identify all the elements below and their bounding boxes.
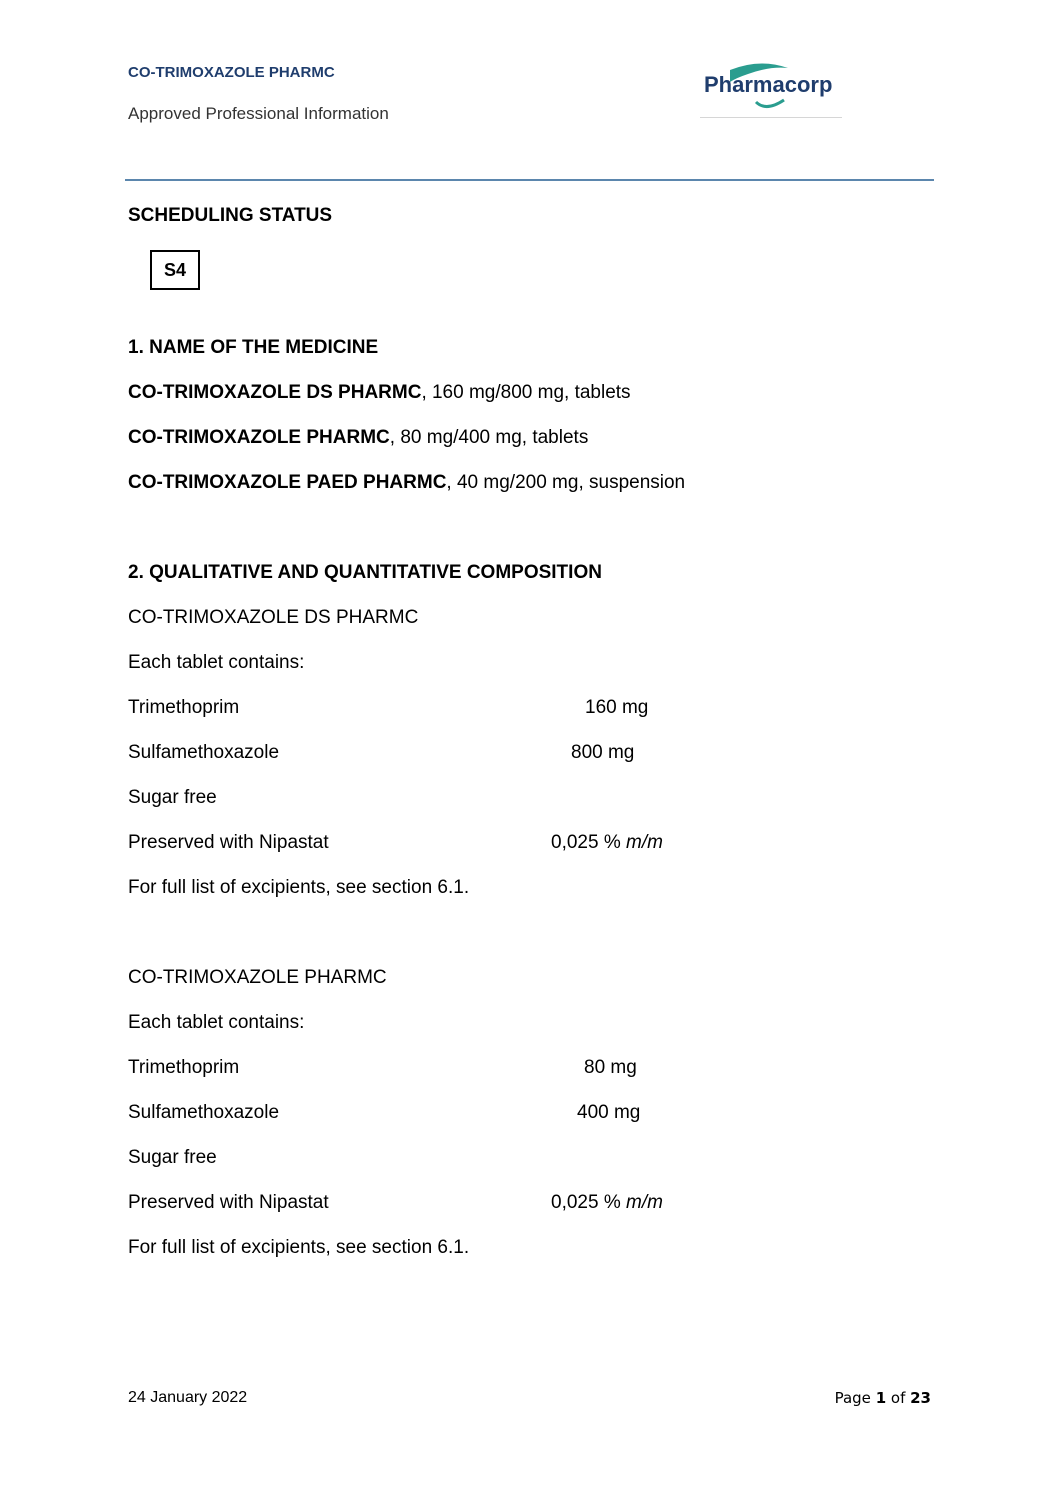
preservative-percent: 0,025 % xyxy=(551,832,621,853)
page-total: 23 xyxy=(910,1389,931,1407)
ingredient-label: Sulfamethoxazole xyxy=(128,1102,280,1123)
ingredient-label: Trimethoprim xyxy=(128,1057,240,1078)
product-detail: , 80 mg/400 mg, tablets xyxy=(389,427,589,448)
preservative-percent: 0,025 % xyxy=(551,1192,621,1213)
document-subtitle: Approved Professional Information xyxy=(128,104,389,123)
excipients-note: For full list of excipients, see section 6.1. xyxy=(128,877,470,898)
composition-product: CO-TRIMOXAZOLE PHARMC xyxy=(128,967,387,988)
product-detail: , 40 mg/200 mg, suspension xyxy=(446,472,686,493)
page-of: of xyxy=(886,1389,911,1407)
scheduling-status-heading: SCHEDULING STATUS xyxy=(128,205,333,226)
ingredient-label: Trimethoprim xyxy=(128,697,240,718)
preservative-value xyxy=(551,1192,663,1214)
sugar-free-note: Sugar free xyxy=(128,1147,217,1168)
composition-intro: Each tablet contains: xyxy=(128,652,305,673)
preservative-label: Preserved with Nipastat xyxy=(128,832,329,853)
header-divider xyxy=(125,179,934,181)
preservative-unit: m/m xyxy=(626,1192,663,1213)
document-title: CO-TRIMOXAZOLE PHARMC xyxy=(128,64,335,81)
section-2-heading: 2. QUALITATIVE AND QUANTITATIVE COMPOSITION xyxy=(128,562,602,583)
preservative-label: Preserved with Nipastat xyxy=(128,1192,329,1213)
sugar-free-note: Sugar free xyxy=(128,787,217,808)
page-current: 1 xyxy=(875,1389,887,1407)
preservative-unit: m/m xyxy=(626,832,663,853)
ingredient-label: Sulfamethoxazole xyxy=(128,742,280,763)
logo-text: Pharmacorp xyxy=(704,72,833,97)
product-line-3 xyxy=(128,472,685,494)
footer-date: 24 January 2022 xyxy=(128,1389,248,1406)
page-prefix: Page xyxy=(834,1389,876,1407)
logo-swoosh-icon xyxy=(700,60,844,120)
product-name: CO-TRIMOXAZOLE PAED PHARMC xyxy=(128,472,447,493)
product-name: CO-TRIMOXAZOLE DS PHARMC xyxy=(128,382,422,403)
section-1-heading: 1. NAME OF THE MEDICINE xyxy=(128,337,379,358)
product-name: CO-TRIMOXAZOLE PHARMC xyxy=(128,427,390,448)
schedule-badge: S4 xyxy=(150,250,200,290)
ingredient-value: 800 mg xyxy=(571,742,635,763)
page-number xyxy=(835,1389,931,1407)
composition-intro: Each tablet contains: xyxy=(128,1012,305,1033)
preservative-value xyxy=(551,832,663,854)
logo-divider xyxy=(700,117,842,118)
excipients-note: For full list of excipients, see section 6.1. xyxy=(128,1237,470,1258)
product-line-2 xyxy=(128,427,588,449)
product-line-1 xyxy=(128,382,631,404)
pharmacorp-logo xyxy=(700,60,844,120)
product-detail: , 160 mg/800 mg, tablets xyxy=(421,382,631,403)
composition-product: CO-TRIMOXAZOLE DS PHARMC xyxy=(128,607,419,628)
ingredient-value: 400 mg xyxy=(577,1102,641,1123)
ingredient-value: 160 mg xyxy=(585,697,649,718)
ingredient-value: 80 mg xyxy=(584,1057,637,1078)
